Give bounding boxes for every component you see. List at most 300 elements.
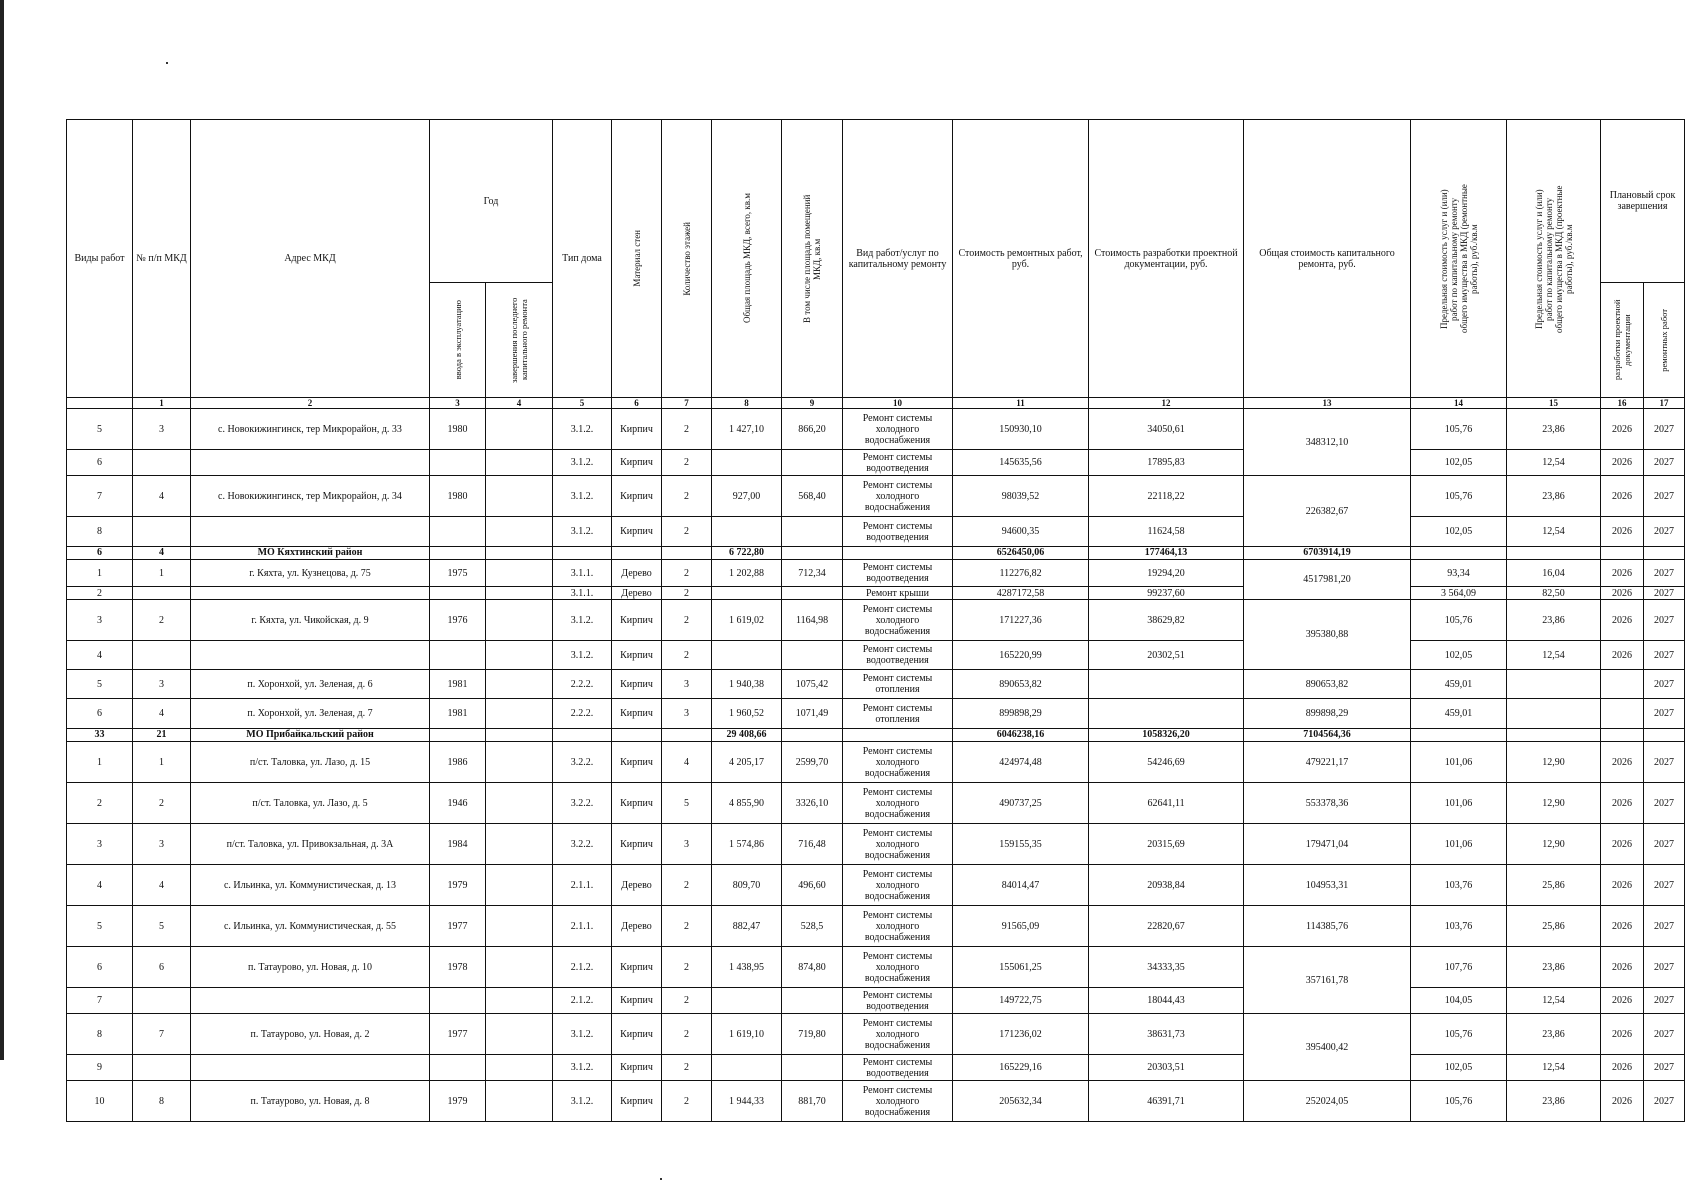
repair-cost-cell: 149722,75	[953, 988, 1089, 1014]
deadline-design-cell: 2026	[1601, 476, 1644, 517]
deadline-repair-cell: 2027	[1644, 824, 1685, 865]
vid-rabot-cell: 10	[67, 1081, 133, 1122]
total-area-cell: 4 205,17	[712, 742, 782, 783]
work-type-cell: Ремонт системы холодного водоснабжения	[843, 600, 953, 641]
house-type-cell: 2.1.2.	[553, 988, 612, 1014]
vid-rabot-cell: 7	[67, 476, 133, 517]
wall-material-cell: Кирпич	[612, 600, 662, 641]
work-type-cell: Ремонт системы холодного водоснабжения	[843, 742, 953, 783]
address-cell: г. Кяхта, ул. Кузнецова, д. 75	[191, 560, 430, 587]
wall-material-cell: Кирпич	[612, 476, 662, 517]
design-cost-cell: 38629,82	[1089, 600, 1244, 641]
deadline-design-cell	[1601, 547, 1644, 560]
year-last-repair-cell	[486, 409, 553, 450]
limit-repair-cell: 459,01	[1411, 699, 1507, 729]
floors-cell: 2	[662, 906, 712, 947]
house-type-cell: 2.2.2.	[553, 699, 612, 729]
wall-material-cell: Кирпич	[612, 824, 662, 865]
wall-material-cell: Кирпич	[612, 1055, 662, 1081]
work-type-cell: Ремонт системы водоотведения	[843, 517, 953, 547]
year-built-cell: 1986	[430, 742, 486, 783]
mkd-number-cell: 4	[133, 476, 191, 517]
district-total-row	[67, 729, 1685, 742]
column-number: 5	[553, 398, 612, 409]
wall-material-cell: Дерево	[612, 587, 662, 600]
floors-cell: 2	[662, 560, 712, 587]
year-last-repair-cell	[486, 476, 553, 517]
table-row	[67, 1055, 1685, 1081]
header-material-sten	[612, 120, 662, 398]
design-cost-cell: 34333,35	[1089, 947, 1244, 988]
column-number	[67, 398, 133, 409]
mkd-number-cell: 5	[133, 906, 191, 947]
limit-design-cell: 23,86	[1507, 409, 1601, 450]
premises-area-cell	[782, 450, 843, 476]
column-number: 3	[430, 398, 486, 409]
table-row	[67, 1081, 1685, 1122]
total-cost-cell: 357161,78	[1244, 947, 1411, 1014]
work-type-cell: Ремонт системы водоотведения	[843, 988, 953, 1014]
vid-rabot-cell: 6	[67, 450, 133, 476]
work-type-cell: Ремонт системы холодного водоснабжения	[843, 476, 953, 517]
total-cost-cell: 104953,31	[1244, 865, 1411, 906]
header-etazhnost	[662, 120, 712, 398]
limit-design-cell	[1507, 547, 1601, 560]
address-cell: с. Новокижингинск, тер Микрорайон, д. 33	[191, 409, 430, 450]
design-cost-cell: 20938,84	[1089, 865, 1244, 906]
deadline-design-cell: 2026	[1601, 409, 1644, 450]
design-cost-cell: 34050,61	[1089, 409, 1244, 450]
table-row	[67, 742, 1685, 783]
vid-rabot-cell: 2	[67, 587, 133, 600]
design-cost-cell: 22118,22	[1089, 476, 1244, 517]
header-ploshchad-vsego-label: Общая площадь МКД, всего, кв.м	[741, 193, 752, 324]
design-cost-cell: 99237,60	[1089, 587, 1244, 600]
total-cost-cell: 553378,36	[1244, 783, 1411, 824]
year-last-repair-cell	[486, 783, 553, 824]
limit-repair-cell: 93,34	[1411, 560, 1507, 587]
deadline-repair-cell: 2027	[1644, 1055, 1685, 1081]
header-srok-remont	[1644, 283, 1685, 398]
year-last-repair-cell	[486, 517, 553, 547]
year-built-cell: 1984	[430, 824, 486, 865]
house-type-cell: 2.2.2.	[553, 670, 612, 699]
deadline-repair-cell	[1644, 547, 1685, 560]
design-cost-cell: 18044,43	[1089, 988, 1244, 1014]
limit-design-cell: 12,54	[1507, 450, 1601, 476]
deadline-repair-cell: 2027	[1644, 742, 1685, 783]
header-nomer-mkd: № п/п МКД	[133, 120, 191, 398]
premises-area-cell: 874,80	[782, 947, 843, 988]
house-type-cell: 2.1.1.	[553, 906, 612, 947]
year-built-cell: 1976	[430, 600, 486, 641]
deadline-repair-cell: 2027	[1644, 783, 1685, 824]
year-last-repair-cell	[486, 641, 553, 670]
year-last-repair-cell	[486, 1055, 553, 1081]
mkd-number-cell: 4	[133, 547, 191, 560]
repair-cost-cell: 165220,99	[953, 641, 1089, 670]
year-built-cell: 1980	[430, 409, 486, 450]
premises-area-cell: 712,34	[782, 560, 843, 587]
premises-area-cell: 719,80	[782, 1014, 843, 1055]
column-number: 11	[953, 398, 1089, 409]
year-built-cell: 1977	[430, 906, 486, 947]
mkd-number-cell	[133, 517, 191, 547]
column-number: 10	[843, 398, 953, 409]
header-predel-proekt	[1507, 120, 1601, 398]
deadline-design-cell: 2026	[1601, 906, 1644, 947]
premises-area-cell: 2599,70	[782, 742, 843, 783]
year-built-cell	[430, 641, 486, 670]
work-type-cell: Ремонт системы холодного водоснабжения	[843, 783, 953, 824]
year-last-repair-cell	[486, 670, 553, 699]
premises-area-cell	[782, 517, 843, 547]
table-row	[67, 641, 1685, 670]
wall-material-cell: Кирпич	[612, 409, 662, 450]
table-row	[67, 783, 1685, 824]
column-number: 6	[612, 398, 662, 409]
total-cost-cell: 7104564,36	[1244, 729, 1411, 742]
deadline-repair-cell: 2027	[1644, 476, 1685, 517]
deadline-repair-cell: 2027	[1644, 600, 1685, 641]
year-built-cell: 1977	[430, 1014, 486, 1055]
vid-rabot-cell: 6	[67, 947, 133, 988]
table-row	[67, 517, 1685, 547]
vid-rabot-cell: 9	[67, 1055, 133, 1081]
year-built-cell	[430, 450, 486, 476]
wall-material-cell: Кирпич	[612, 1014, 662, 1055]
limit-repair-cell: 105,76	[1411, 1014, 1507, 1055]
header-stoimost-pd: Стоимость разработки проектной документации, руб.	[1089, 120, 1244, 398]
vid-rabot-cell: 6	[67, 547, 133, 560]
floors-cell: 5	[662, 783, 712, 824]
deadline-design-cell	[1601, 729, 1644, 742]
premises-area-cell	[782, 1055, 843, 1081]
address-cell	[191, 450, 430, 476]
year-built-cell	[430, 729, 486, 742]
repair-program-table	[66, 119, 1685, 1122]
floors-cell	[662, 729, 712, 742]
floors-cell: 3	[662, 670, 712, 699]
vid-rabot-cell: 4	[67, 641, 133, 670]
floors-cell: 2	[662, 641, 712, 670]
work-type-cell: Ремонт системы холодного водоснабжения	[843, 1014, 953, 1055]
year-last-repair-cell	[486, 547, 553, 560]
house-type-cell: 2.1.1.	[553, 865, 612, 906]
floors-cell: 2	[662, 517, 712, 547]
table-row	[67, 600, 1685, 641]
wall-material-cell: Кирпич	[612, 947, 662, 988]
vid-rabot-cell: 33	[67, 729, 133, 742]
deadline-design-cell: 2026	[1601, 947, 1644, 988]
limit-design-cell: 12,54	[1507, 641, 1601, 670]
limit-design-cell: 23,86	[1507, 1081, 1601, 1122]
repair-cost-cell: 205632,34	[953, 1081, 1089, 1122]
deadline-repair-cell: 2027	[1644, 865, 1685, 906]
design-cost-cell: 20302,51	[1089, 641, 1244, 670]
premises-area-cell: 866,20	[782, 409, 843, 450]
limit-repair-cell: 104,05	[1411, 988, 1507, 1014]
deadline-design-cell: 2026	[1601, 1055, 1644, 1081]
limit-repair-cell: 101,06	[1411, 824, 1507, 865]
header-ploshchad-pomeshch	[782, 120, 843, 398]
header-predel-proekt-label: Предельная стоимость услуг и (или) работ по капитальному ремонту общего имущества в МКД (проектные работы), руб./кв.м	[1533, 184, 1574, 333]
total-area-cell: 1 619,10	[712, 1014, 782, 1055]
year-last-repair-cell	[486, 865, 553, 906]
work-type-cell: Ремонт системы водоотведения	[843, 1055, 953, 1081]
address-cell: с. Ильинка, ул. Коммунистическая, д. 55	[191, 906, 430, 947]
total-cost-cell: 479221,17	[1244, 742, 1411, 783]
floors-cell	[662, 547, 712, 560]
vid-rabot-cell: 8	[67, 1014, 133, 1055]
deadline-design-cell: 2026	[1601, 560, 1644, 587]
design-cost-cell: 1058326,20	[1089, 729, 1244, 742]
total-area-cell: 809,70	[712, 865, 782, 906]
premises-area-cell	[782, 547, 843, 560]
vid-rabot-cell: 3	[67, 824, 133, 865]
deadline-repair-cell: 2027	[1644, 947, 1685, 988]
limit-repair-cell: 105,76	[1411, 1081, 1507, 1122]
design-cost-cell: 177464,13	[1089, 547, 1244, 560]
wall-material-cell: Дерево	[612, 865, 662, 906]
wall-material-cell: Кирпич	[612, 699, 662, 729]
total-area-cell: 1 940,38	[712, 670, 782, 699]
deadline-design-cell: 2026	[1601, 587, 1644, 600]
total-area-cell: 1 619,02	[712, 600, 782, 641]
document-page	[66, 119, 1685, 1122]
work-type-cell: Ремонт системы холодного водоснабжения	[843, 1081, 953, 1122]
wall-material-cell: Кирпич	[612, 988, 662, 1014]
address-cell: п/ст. Таловка, ул. Привокзальная, д. 3А	[191, 824, 430, 865]
limit-repair-cell: 101,06	[1411, 783, 1507, 824]
repair-cost-cell: 4287172,58	[953, 587, 1089, 600]
premises-area-cell	[782, 729, 843, 742]
premises-area-cell: 1075,42	[782, 670, 843, 699]
limit-design-cell: 23,86	[1507, 600, 1601, 641]
premises-area-cell: 496,60	[782, 865, 843, 906]
total-cost-cell: 395400,42	[1244, 1014, 1411, 1081]
deadline-design-cell: 2026	[1601, 742, 1644, 783]
year-built-cell	[430, 587, 486, 600]
column-number: 12	[1089, 398, 1244, 409]
mkd-number-cell	[133, 1055, 191, 1081]
total-cost-cell: 348312,10	[1244, 409, 1411, 476]
house-type-cell: 3.1.1.	[553, 560, 612, 587]
wall-material-cell: Кирпич	[612, 450, 662, 476]
header-ploshchad-vsego	[712, 120, 782, 398]
limit-design-cell: 82,50	[1507, 587, 1601, 600]
year-last-repair-cell	[486, 824, 553, 865]
mkd-number-cell: 21	[133, 729, 191, 742]
limit-repair-cell: 102,05	[1411, 1055, 1507, 1081]
table-body	[67, 409, 1685, 1122]
year-built-cell: 1946	[430, 783, 486, 824]
limit-repair-cell: 102,05	[1411, 641, 1507, 670]
floors-cell: 2	[662, 1081, 712, 1122]
total-area-cell	[712, 1055, 782, 1081]
house-type-cell: 3.1.2.	[553, 1014, 612, 1055]
table-row	[67, 409, 1685, 450]
total-area-cell: 1 960,52	[712, 699, 782, 729]
address-cell: г. Кяхта, ул. Чикойская, д. 9	[191, 600, 430, 641]
address-cell: МО Кяхтинский район	[191, 547, 430, 560]
total-area-cell: 6 722,80	[712, 547, 782, 560]
wall-material-cell	[612, 729, 662, 742]
deadline-design-cell: 2026	[1601, 450, 1644, 476]
house-type-cell: 3.1.1.	[553, 587, 612, 600]
mkd-number-cell	[133, 450, 191, 476]
wall-material-cell: Кирпич	[612, 1081, 662, 1122]
deadline-repair-cell: 2027	[1644, 641, 1685, 670]
floors-cell: 2	[662, 600, 712, 641]
deadline-repair-cell: 2027	[1644, 699, 1685, 729]
deadline-repair-cell: 2027	[1644, 988, 1685, 1014]
deadline-design-cell: 2026	[1601, 783, 1644, 824]
year-last-repair-cell	[486, 988, 553, 1014]
year-last-repair-cell	[486, 742, 553, 783]
deadline-design-cell: 2026	[1601, 824, 1644, 865]
year-built-cell	[430, 517, 486, 547]
design-cost-cell	[1089, 699, 1244, 729]
total-area-cell	[712, 450, 782, 476]
house-type-cell: 3.1.2.	[553, 450, 612, 476]
column-number: 13	[1244, 398, 1411, 409]
work-type-cell: Ремонт крыши	[843, 587, 953, 600]
deadline-repair-cell	[1644, 729, 1685, 742]
mkd-number-cell: 1	[133, 560, 191, 587]
scan-edge-shadow	[0, 0, 4, 1060]
total-area-cell: 1 202,88	[712, 560, 782, 587]
table-row	[67, 824, 1685, 865]
header-adres: Адрес МКД	[191, 120, 430, 398]
limit-repair-cell: 105,76	[1411, 476, 1507, 517]
total-area-cell	[712, 641, 782, 670]
year-last-repair-cell	[486, 600, 553, 641]
work-type-cell: Ремонт системы холодного водоснабжения	[843, 906, 953, 947]
repair-cost-cell: 424974,48	[953, 742, 1089, 783]
limit-design-cell	[1507, 670, 1601, 699]
total-area-cell: 4 855,90	[712, 783, 782, 824]
design-cost-cell: 54246,69	[1089, 742, 1244, 783]
mkd-number-cell: 4	[133, 699, 191, 729]
header-god-zaversheniya	[486, 283, 553, 398]
year-built-cell	[430, 1055, 486, 1081]
scan-speck	[166, 62, 168, 64]
address-cell: п/ст. Таловка, ул. Лазо, д. 15	[191, 742, 430, 783]
design-cost-cell: 20303,51	[1089, 1055, 1244, 1081]
address-cell	[191, 517, 430, 547]
repair-cost-cell: 171227,36	[953, 600, 1089, 641]
total-area-cell	[712, 988, 782, 1014]
deadline-repair-cell: 2027	[1644, 560, 1685, 587]
limit-design-cell: 23,86	[1507, 947, 1601, 988]
vid-rabot-cell: 5	[67, 906, 133, 947]
work-type-cell: Ремонт системы водоотведения	[843, 641, 953, 670]
header-god-zaversheniya-label: завершения последнего капитального ремонта	[509, 297, 529, 383]
house-type-cell: 3.2.2.	[553, 824, 612, 865]
repair-cost-cell: 94600,35	[953, 517, 1089, 547]
total-cost-cell: 179471,04	[1244, 824, 1411, 865]
limit-design-cell: 12,54	[1507, 988, 1601, 1014]
address-cell: МО Прибайкальский район	[191, 729, 430, 742]
premises-area-cell: 528,5	[782, 906, 843, 947]
year-last-repair-cell	[486, 450, 553, 476]
vid-rabot-cell: 6	[67, 699, 133, 729]
work-type-cell: Ремонт системы отопления	[843, 670, 953, 699]
mkd-number-cell: 8	[133, 1081, 191, 1122]
house-type-cell: 3.1.2.	[553, 409, 612, 450]
table-row	[67, 947, 1685, 988]
limit-repair-cell	[1411, 729, 1507, 742]
total-cost-cell: 6703914,19	[1244, 547, 1411, 560]
premises-area-cell: 568,40	[782, 476, 843, 517]
house-type-cell: 3.1.2.	[553, 641, 612, 670]
total-area-cell	[712, 587, 782, 600]
header-god-vvoda-label: ввода в эксплуатацию	[452, 300, 463, 380]
wall-material-cell	[612, 547, 662, 560]
year-built-cell	[430, 988, 486, 1014]
header-vid-rabot: Виды работ	[67, 120, 133, 398]
work-type-cell	[843, 547, 953, 560]
floors-cell: 2	[662, 988, 712, 1014]
limit-repair-cell: 102,05	[1411, 517, 1507, 547]
table-row	[67, 450, 1685, 476]
premises-area-cell	[782, 587, 843, 600]
total-area-cell: 1 944,33	[712, 1081, 782, 1122]
header-srok: Плановый срок завершения	[1601, 120, 1685, 283]
floors-cell: 2	[662, 476, 712, 517]
deadline-repair-cell: 2027	[1644, 670, 1685, 699]
vid-rabot-cell: 1	[67, 742, 133, 783]
repair-cost-cell: 145635,56	[953, 450, 1089, 476]
design-cost-cell: 19294,20	[1089, 560, 1244, 587]
house-type-cell: 3.1.2.	[553, 1081, 612, 1122]
house-type-cell: 3.1.2.	[553, 1055, 612, 1081]
deadline-repair-cell: 2027	[1644, 409, 1685, 450]
total-area-cell: 1 574,86	[712, 824, 782, 865]
mkd-number-cell: 4	[133, 865, 191, 906]
total-area-cell: 927,00	[712, 476, 782, 517]
limit-design-cell: 16,04	[1507, 560, 1601, 587]
header-vid-rabot-uslug: Вид работ/услуг по капитальному ремонту	[843, 120, 953, 398]
wall-material-cell: Кирпич	[612, 641, 662, 670]
district-total-row	[67, 547, 1685, 560]
table-row	[67, 906, 1685, 947]
column-number: 16	[1601, 398, 1644, 409]
deadline-repair-cell: 2027	[1644, 587, 1685, 600]
repair-cost-cell: 899898,29	[953, 699, 1089, 729]
deadline-repair-cell: 2027	[1644, 1014, 1685, 1055]
limit-design-cell: 12,54	[1507, 1055, 1601, 1081]
total-cost-cell: 226382,67	[1244, 476, 1411, 547]
limit-design-cell: 12,90	[1507, 742, 1601, 783]
floors-cell: 2	[662, 450, 712, 476]
year-last-repair-cell	[486, 699, 553, 729]
vid-rabot-cell: 2	[67, 783, 133, 824]
house-type-cell: 3.2.2.	[553, 742, 612, 783]
design-cost-cell: 11624,58	[1089, 517, 1244, 547]
total-cost-cell: 899898,29	[1244, 699, 1411, 729]
year-last-repair-cell	[486, 947, 553, 988]
deadline-repair-cell: 2027	[1644, 450, 1685, 476]
address-cell	[191, 641, 430, 670]
design-cost-cell: 20315,69	[1089, 824, 1244, 865]
limit-design-cell: 12,90	[1507, 824, 1601, 865]
column-number: 17	[1644, 398, 1685, 409]
limit-design-cell: 25,86	[1507, 865, 1601, 906]
total-cost-cell: 4517981,20	[1244, 560, 1411, 600]
mkd-number-cell	[133, 587, 191, 600]
